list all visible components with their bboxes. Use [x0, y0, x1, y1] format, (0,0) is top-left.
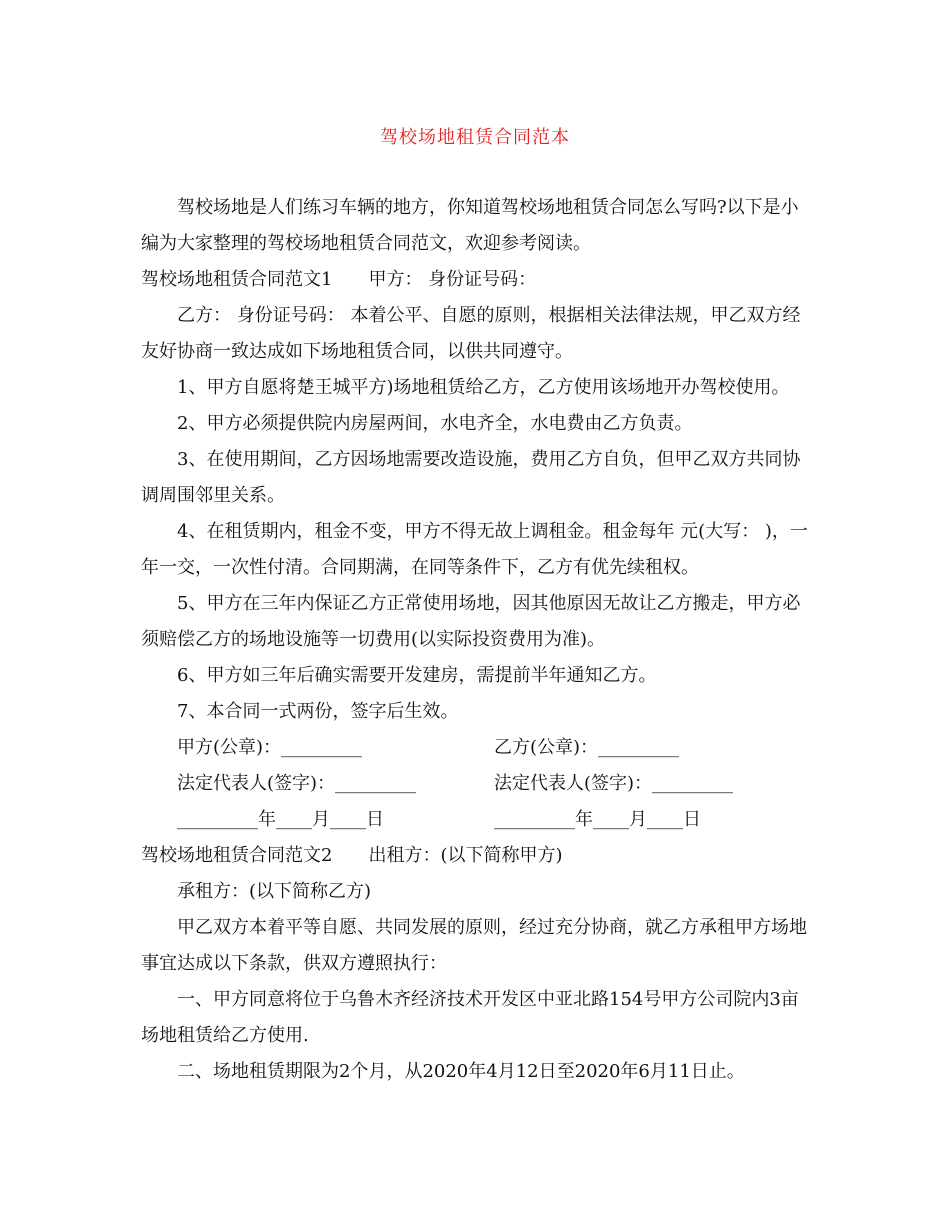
party-a-date-line: _________年____月____日 [177, 809, 384, 830]
sample1-party-a: 甲方： 身份证号码： [368, 269, 537, 290]
document-body [141, 190, 811, 1090]
party-b-representative-line: 法定代表人(签字)：_________ [494, 773, 734, 794]
sample2-lessee: 承租方：(以下简称乙方) [177, 881, 372, 902]
intro-paragraph: 驾校场地是人们练习车辆的地方，你知道驾校场地租赁合同怎么写吗?以下是小编为大家整理的驾校场地租赁合同范文，欢迎参考阅读。 [141, 197, 799, 254]
sample1-heading: 驾校场地租赁合同范文1 [141, 269, 333, 290]
sample1-clause-4: 4、在租赁期内，租金不变，甲方不得无故上调租金。租金每年 元(大写： )，一年一交，一次性付清。合同期满，在同等条件下，乙方有优先续租权。 [141, 521, 808, 578]
party-b-seal-line: 乙方(公章)：_________ [494, 737, 680, 758]
sample2-clause-1: 一、甲方同意将位于乌鲁木齐经济技术开发区中亚北路154号甲方公司院内3亩场地租赁给乙方使用. [141, 989, 799, 1046]
signature-row-representative [141, 766, 811, 802]
sample1-clause-3: 3、在使用期间，乙方因场地需要改造设施，费用乙方自负，但甲乙双方共同协调周围邻里关系。 [141, 449, 801, 506]
party-a-seal-line: 甲方(公章)：_________ [177, 737, 363, 758]
sample2-preamble: 甲乙双方本着平等自愿、共同发展的原则，经过充分协商，就乙方承租甲方场地事宜达成以下条款，供双方遵照执行： [141, 917, 807, 974]
sample2-lessor: 出租方：(以下简称甲方) [368, 845, 563, 866]
sample1-clause-1: 1、甲方自愿将楚王城平方)场地租赁给乙方，乙方使用该场地开办驾校使用。 [177, 377, 790, 398]
sample1-clause-6: 6、甲方如三年后确实需要开发建房，需提前半年通知乙方。 [177, 665, 657, 686]
sample1-clause-7: 7、本合同一式两份，签字后生效。 [177, 701, 459, 722]
signature-row-seal [141, 730, 811, 766]
sample2-heading-line [141, 838, 811, 874]
sample2-heading: 驾校场地租赁合同范文2 [141, 845, 333, 866]
document-title: 驾校场地租赁合同范本 [380, 127, 570, 148]
sample1-clause-5: 5、甲方在三年内保证乙方正常使用场地，因其他原因无故让乙方搬走，甲方必须赔偿乙方的场地设施等一切费用(以实际投资费用为准)。 [141, 593, 801, 650]
party-b-date-line: _________年____月____日 [494, 809, 701, 830]
party-a-representative-line: 法定代表人(签字)：_________ [177, 773, 417, 794]
signature-row-date [141, 802, 811, 838]
sample1-party-b: 乙方： 身份证号码： 本着公平、自愿的原则，根据相关法律法规，甲乙双方经友好协商一致达成如下场地租赁合同，以供共同遵守。 [141, 305, 801, 362]
sample1-heading-line [141, 262, 811, 298]
sample1-clause-2: 2、甲方必须提供院内房屋两间，水电齐全，水电费由乙方负责。 [177, 413, 693, 434]
sample2-clause-2: 二、场地租赁期限为2个月，从2020年4月12日至2020年6月11日止。 [177, 1061, 745, 1082]
